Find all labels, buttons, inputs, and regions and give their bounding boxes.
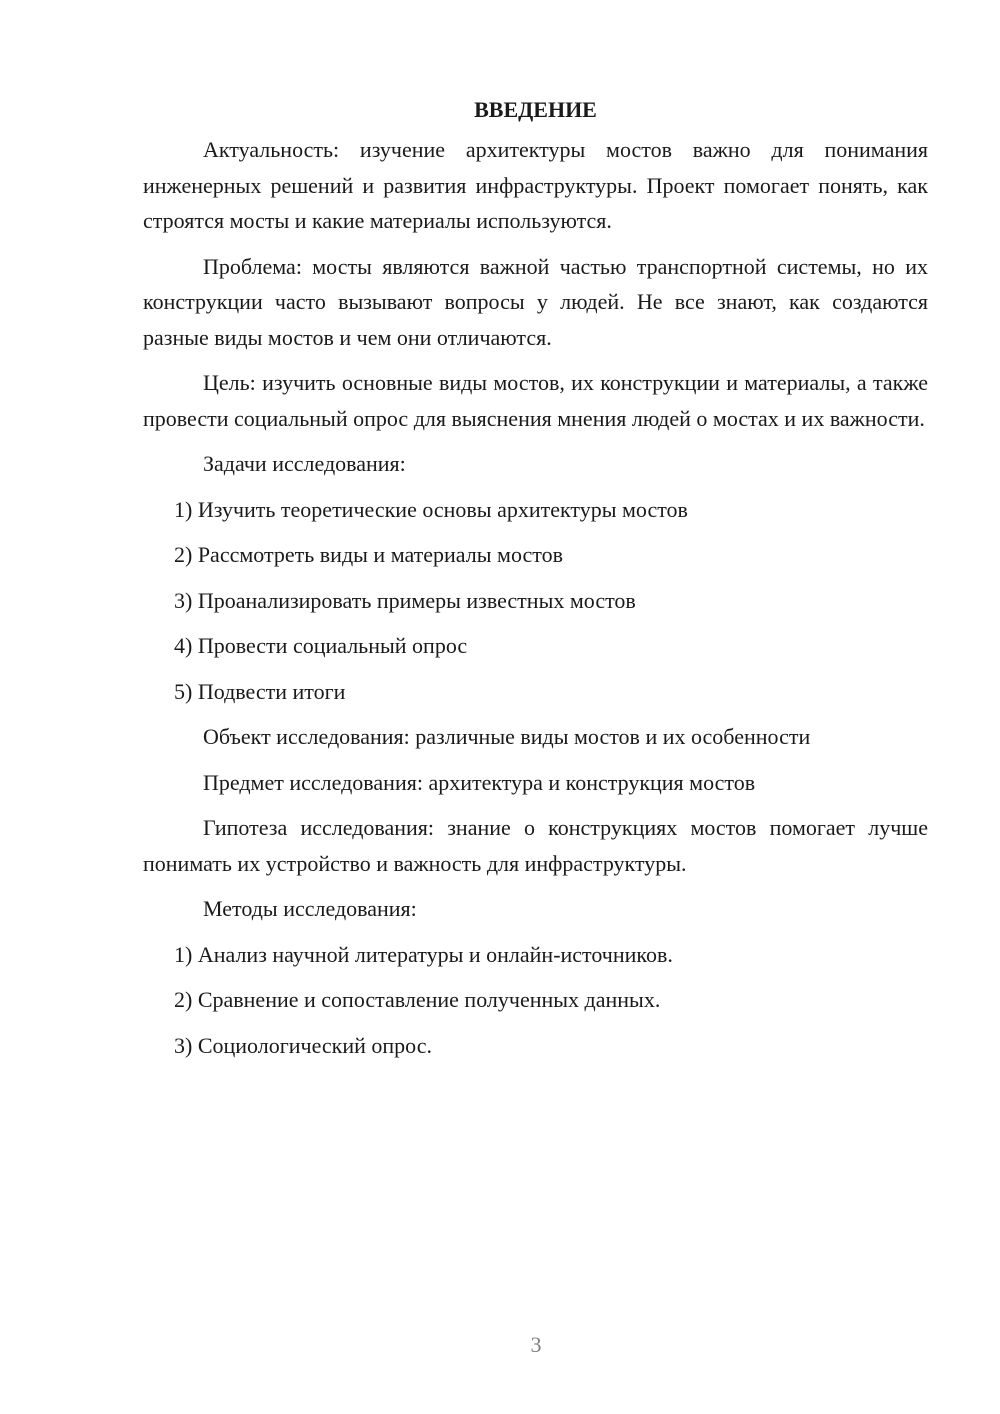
- tasks-title: Задачи исследования:: [203, 451, 406, 476]
- problem-paragraph: Проблема: мосты являются важной частью транспортной системы, но их конструкции часто вызывают вопросы у людей. Не все знают, как создаются разные виды мостов и чем они отличаются.: [143, 253, 928, 350]
- task-item: 1) Изучить теоретические основы архитектуры мостов: [174, 496, 688, 522]
- subject-paragraph: Предмет исследования: архитектура и конструкция мостов: [203, 769, 756, 795]
- page-content: [143, 92, 928, 1073]
- methods-title: Методы исследования:: [203, 896, 417, 921]
- task-item: 5) Подвести итоги: [174, 678, 346, 704]
- method-item: 3) Социологический опрос.: [174, 1032, 432, 1058]
- task-item: 3) Проанализировать примеры известных мостов: [174, 587, 636, 613]
- hypothesis-paragraph: Гипотеза исследования: знание о конструкциях мостов помогает лучше понимать их устройство и важность для инфраструктуры.: [143, 815, 928, 876]
- method-item: 2) Сравнение и сопоставление полученных данных.: [174, 987, 661, 1012]
- section-heading: ВВЕДЕНИЕ: [474, 97, 597, 122]
- method-item: 1) Анализ научной литературы и онлайн-источников.: [174, 941, 673, 967]
- goal-paragraph: Цель: изучить основные виды мостов, их конструкции и материалы, а также провести социальный опрос для выяснения мнения людей о мостах и их важности.: [143, 370, 928, 431]
- relevance-paragraph: Актуальность: изучение архитектуры мостов важно для понимания инженерных решений и развития инфраструктуры. Проект помогает понять, как строятся мосты и какие материалы используются.: [143, 137, 928, 233]
- task-item: 4) Провести социальный опрос: [174, 633, 468, 658]
- page-number: 3: [530, 1332, 542, 1357]
- task-item: 2) Рассмотреть виды и материалы мостов: [174, 542, 563, 567]
- object-paragraph: Объект исследования: различные виды мостов и их особенности: [203, 724, 811, 749]
